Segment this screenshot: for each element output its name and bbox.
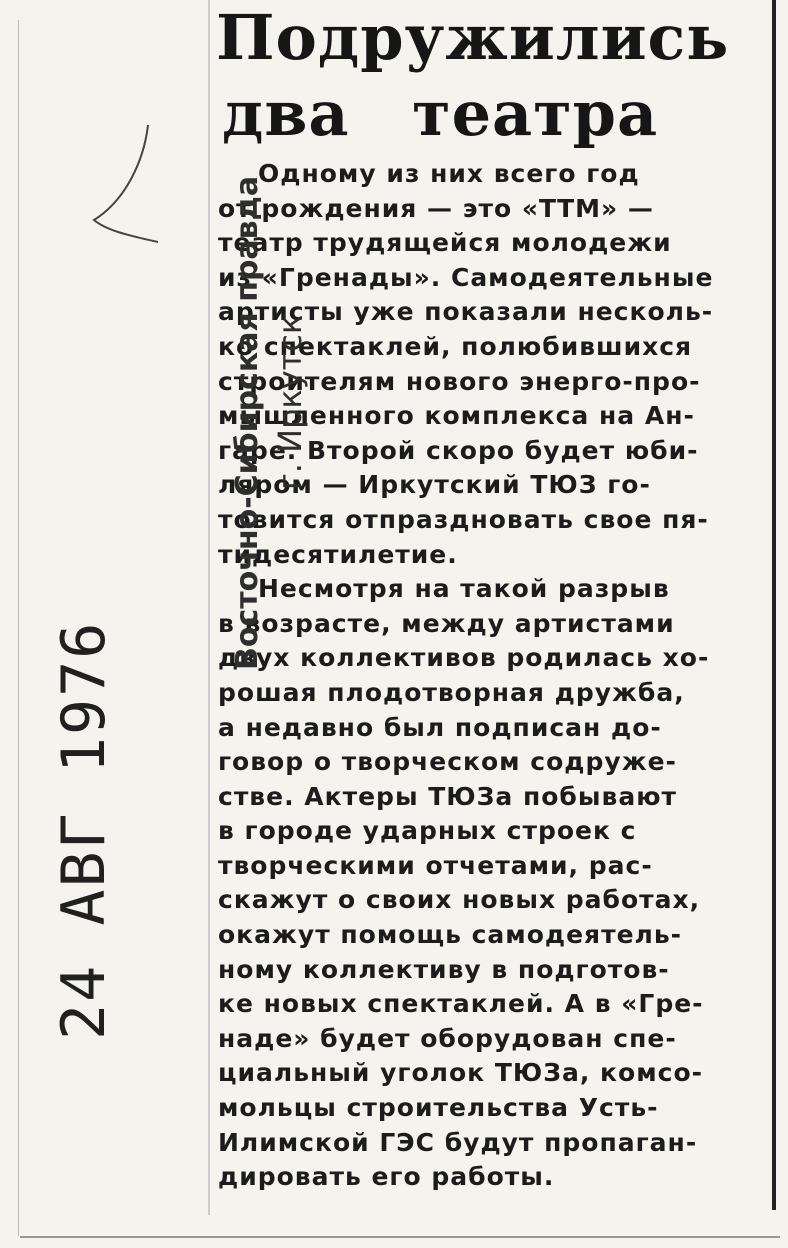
article-line: наде» будет оборудован спе- [218,1023,677,1053]
article-line: рошая плодотворная дружба, [218,677,685,707]
article-line: из «Гренады». Самодеятельные [218,262,714,292]
article-line: товится отпраздновать свое пя- [218,504,709,534]
article-line: ко спектаклей, полюбившихся [218,331,693,361]
column-divider [208,0,210,1215]
source-stamp [228,150,320,670]
clipping-left-edge [18,20,19,1236]
article-line: творческими отчетами, рас- [218,850,653,880]
article-line: двух коллективов родилась хо- [218,643,710,673]
headline-line-2: два театра [222,77,659,150]
article-line: в возрасте, между артистами [218,608,675,638]
handwritten-stroke-icon [86,120,166,270]
article-line: Илимской ГЭС будут пропаган- [218,1127,698,1157]
article-line: говор о творческом содруже- [218,747,677,777]
article-line: Одному из них всего год [258,159,640,188]
article-line: мольцы строительства Усть- [218,1093,659,1123]
article-line: артисты уже показали несколь- [218,297,714,327]
article-line: циальный уголок ТЮЗа, комсо- [218,1058,704,1088]
article-line: окажут помощь самодеятель- [218,920,683,950]
article-line: гаре. Второй скоро будет юби- [218,435,699,465]
column-rule [772,0,776,1210]
article-line: дировать его работы. [218,1162,555,1192]
article-line: ке новых спектаклей. А в «Гре- [218,989,704,1019]
article-line: ному коллективу в подготов- [218,954,670,984]
newspaper-name: Восточно-Сибирская правда [230,175,265,670]
article-line: театр трудящейся молодежи [218,228,672,258]
article-line: в городе ударных строек с [218,816,637,846]
article-line: стве. Актеры ТЮЗа побывают [218,781,677,811]
article-line: мышленного комплекса на Ан- [218,401,695,431]
city-name: г. Иркутск [271,314,309,490]
article-line: а недавно был подписан до- [218,712,662,742]
headline-line-1: Подружились [216,1,730,74]
article-line: тидесятилетие. [218,539,458,569]
article-line: ляром — Иркутский ТЮЗ го- [218,470,651,500]
article-line: от рождения — это «ТТМ» — [218,193,654,223]
date-stamp: 24 АВГ 1976 [49,620,119,1040]
article-line: скажут о своих новых работах, [218,885,701,915]
clipping-bottom-edge [20,1236,780,1238]
headline [216,0,766,152]
article-line: строителям нового энерго-про- [218,366,701,396]
article-line: Несмотря на такой разрыв [258,574,670,604]
